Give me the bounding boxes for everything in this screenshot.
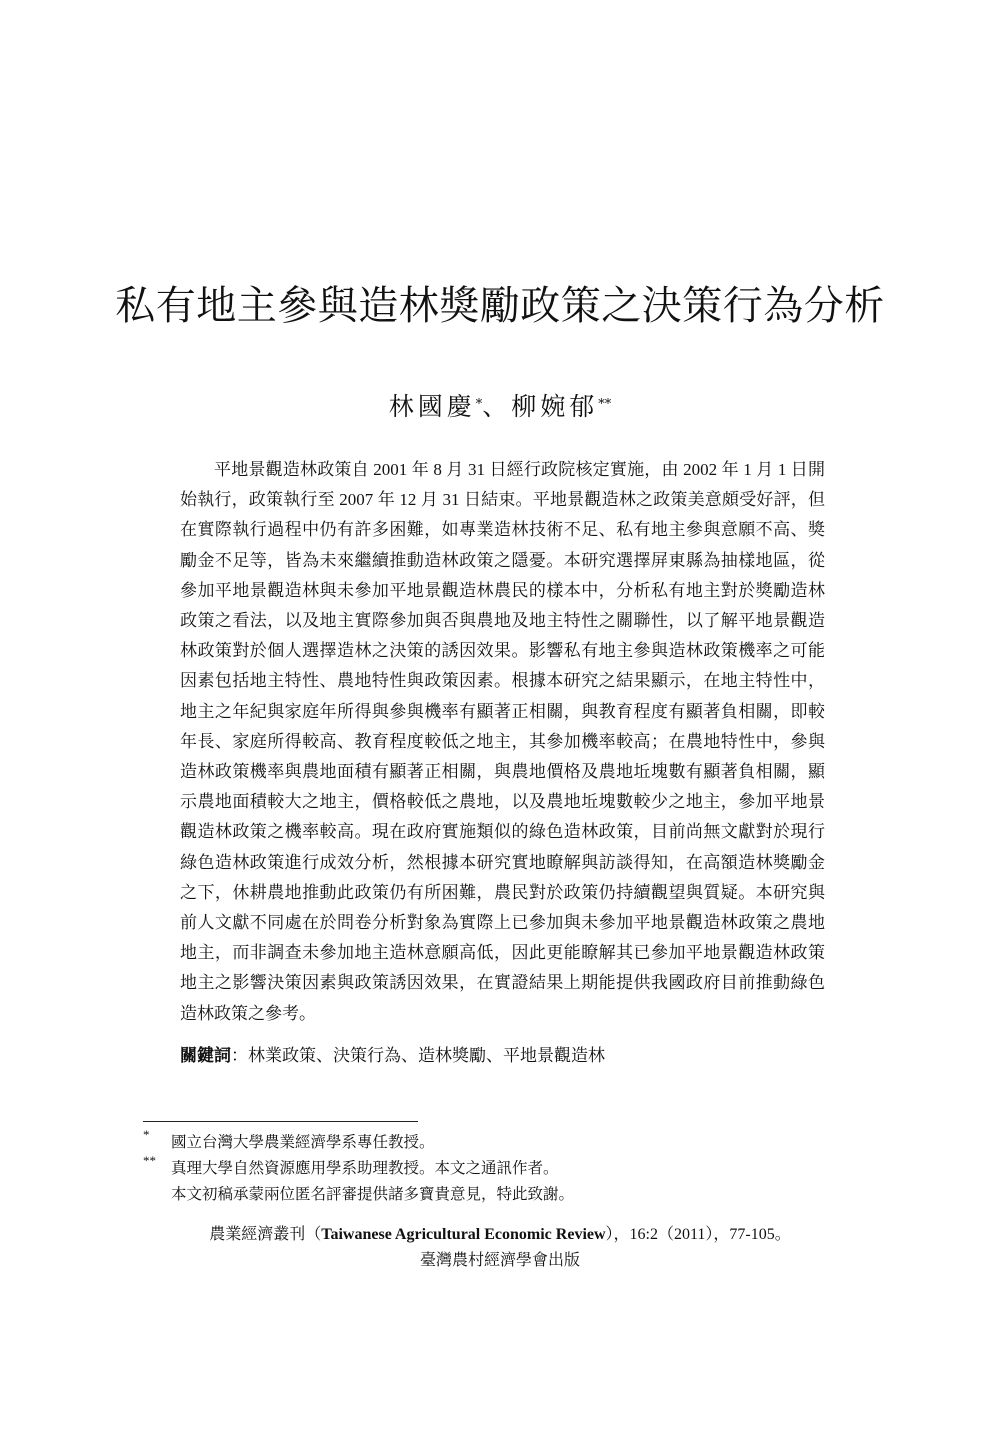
footnotes xyxy=(143,1127,843,1208)
keywords-text: 林業政策、決策行為、造林獎勵、平地景觀造林 xyxy=(248,1046,605,1065)
paper-title: 私有地主參與造林獎勵政策之決策行為分析 xyxy=(115,283,885,329)
footnote-text-1: 國立台灣大學農業經濟學系專任教授。 xyxy=(171,1134,435,1151)
keywords-colon: ： xyxy=(231,1046,248,1065)
footnote-3 xyxy=(143,1182,843,1208)
journal-name-en: Taiwanese Agricultural Economic Review xyxy=(321,1226,606,1243)
journal-citation xyxy=(0,1222,1000,1274)
author-name-1: 林國慶 xyxy=(388,392,476,421)
author-line xyxy=(0,390,1000,424)
footnote-1 xyxy=(143,1127,843,1156)
author-name-2: 柳婉郁 xyxy=(511,392,599,421)
journal-line xyxy=(0,1222,1000,1248)
abstract-text: 平地景觀造林政策自 2001 年 8 月 31 日經行政院核定實施，由 2002 年 1 月 1 日開始執行，政策執行至 2007 年 12 月 31 日結束。平地景觀造林之政策美意頗受好評，但在實際執行過程中仍有許多困難，如專業造林技術不足、私有地主參與意願不高、獎勵金不足等，皆為未來繼續推動造林政策之隱憂。本研究選擇屏東縣為抽樣地區，從參加平地景觀造林與未參加平地景觀造林農民的樣本中，分析私有地主對於獎勵造林政策之看法，以及地主實際參加與否與農地及地主特性之關聯性，以了解平地景觀造林政策對於個人選擇造林之決策的誘因效果。影響私有地主參與造林政策機率之可能因素包括地主特性、農地特性與政策因素。根據本研究之結果顯示，在地主特性中，地主之年紀與家庭年所得與參與機率有顯著正相關，與教育程度有顯著負相關，即較年長、家庭所得較高、教育程度較低之地主，其參加機率較高；在農地特性中，參與造林政策機率與農地面積有顯著正相關，與農地價格及農地坵塊數有顯著負相關，顯示農地面積較大之地主，價格較低之農地，以及農地坵塊數較少之地主，參加平地景觀造林政策之機率較高。現在政府實施類似的綠色造林政策，目前尚無文獻對於現行綠色造林政策進行成效分析，然根據本研究實地瞭解與訪談得知，在高額造林獎勵金之下，休耕農地推動此政策仍有所困難，農民對於政策仍持續觀望與質疑。本研究與前人文獻不同處在於問卷分析對象為實際上已參加與未參加平地景觀造林政策之農地地主，而非調查未參加地主造林意願高低，因此更能瞭解其已參加平地景觀造林政策地主之影響決策因素與政策誘因效果，在實證結果上期能提供我國政府目前推動綠色造林政策之參考。 xyxy=(180,460,825,1023)
footnote-text-3: 本文初稿承蒙兩位匿名評審提供諸多寶貴意見，特此致謝。 xyxy=(171,1186,575,1203)
author-footnote-mark-1: * xyxy=(475,397,483,412)
journal-volume: ），16:2（2011），77-105。 xyxy=(605,1226,791,1243)
journal-name-zh: 農業經濟叢刊（ xyxy=(209,1226,322,1243)
footnote-divider xyxy=(143,1121,418,1122)
keywords-label: 關鍵詞 xyxy=(180,1046,231,1065)
author-separator: 、 xyxy=(482,392,512,421)
keywords-line xyxy=(180,1042,825,1070)
footnote-mark-1: * xyxy=(143,1127,150,1142)
author-footnote-mark-2: ** xyxy=(598,397,612,412)
footnote-2 xyxy=(143,1153,843,1182)
footnote-text-2: 真理大學自然資源應用學系助理教授。本文之通訊作者。 xyxy=(171,1160,559,1177)
journal-publisher: 臺灣農村經濟學會出版 xyxy=(419,1252,580,1269)
footnote-mark-2: ** xyxy=(143,1153,156,1168)
